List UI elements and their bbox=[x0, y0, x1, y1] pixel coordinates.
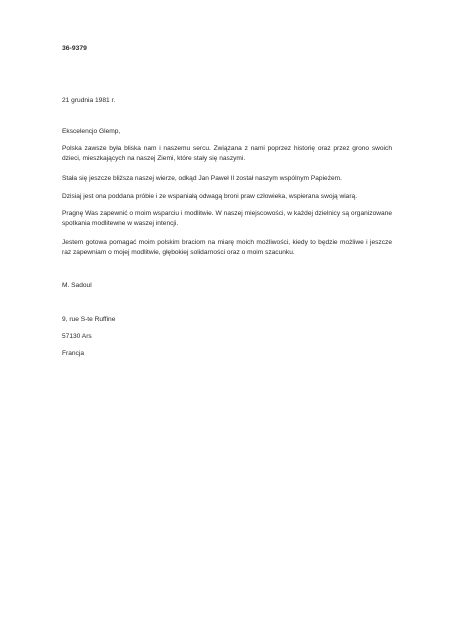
document-reference-number: 36-9379 bbox=[62, 45, 87, 52]
address-country: Francja bbox=[62, 350, 84, 357]
letter-signature: M. Sadoul bbox=[62, 282, 92, 289]
address-street: 9, rue S-te Ruffine bbox=[62, 316, 116, 323]
letter-paragraph-5: Jestem gotowa pomagać moim polskim braciom na miarę moich możliwości, kiedy to będzie możliwe i jeszcze raz zapewniam o mojej modlitwie, głębokiej solidarności oraz o moim szacunku. bbox=[62, 239, 392, 256]
letter-salutation: Ekscelencjo Glemp, bbox=[62, 128, 121, 135]
letter-date: 21 grudnia 1981 r. bbox=[62, 97, 116, 104]
letter-paragraph-3: Dzisiaj jest ona poddana próbie i ze wspaniałą odwagą broni praw człowieka, wspierana swoją wiarą. bbox=[62, 193, 358, 200]
letter-paragraph-2: Stała się jeszcze bliższa naszej wierze, odkąd Jan Paweł II został naszym wspólnym Papieżem. bbox=[62, 175, 342, 182]
letter-paragraph-4: Pragnę Was zapewnić o moim wsparciu i modlitwie. W naszej miejscowości, w każdej dzielnicy są organizowane spotkania modlitewne w waszej intencji. bbox=[62, 210, 392, 227]
letter-paragraph-1: Polska zawsze była bliska nam i naszemu sercu. Związana z nami poprzez historię oraz przez grono swoich dzieci, mieszkających na naszej Ziemi, które stały się naszymi. bbox=[62, 145, 392, 162]
address-postal-city: 57130 Ars bbox=[62, 333, 92, 340]
